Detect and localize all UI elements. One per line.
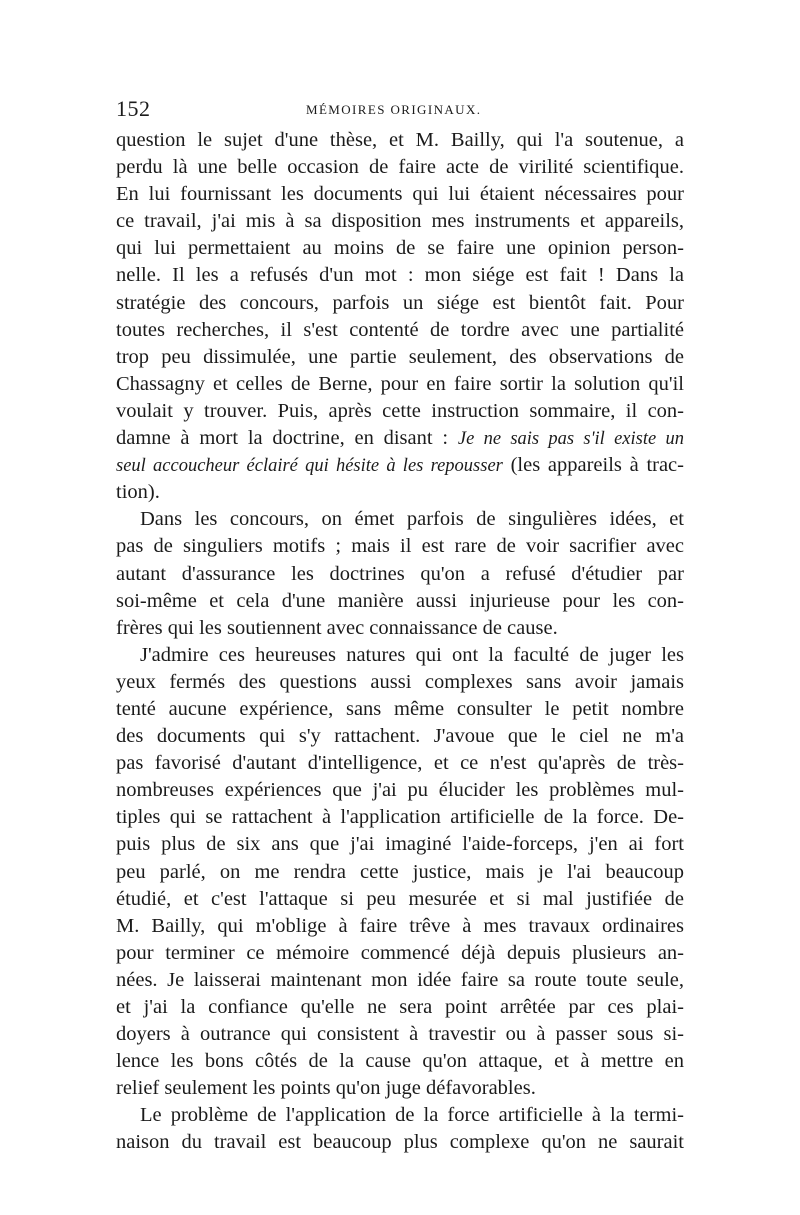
text-line: des documents qui s'y rattachent. J'avoue que le ciel ne m'a <box>116 725 684 748</box>
text-line: tenté aucune expérience, sans même consulter le petit nombre <box>116 697 684 720</box>
text-line: trop peu dissimulée, une partie seulement, des observations de <box>116 345 684 368</box>
text-line: relief seulement les points qu'on juge défavorables. <box>116 1077 536 1100</box>
text-line: perdu là une belle occasion de faire acte de virilité scientifique. <box>116 156 684 179</box>
text-line: pour terminer ce mémoire commencé déjà depuis plusieurs an- <box>116 941 684 964</box>
page-header <box>116 96 686 124</box>
page-number: 152 <box>116 96 151 121</box>
text-line: voulait y trouver. Puis, après cette instruction sommaire, il con- <box>116 399 684 422</box>
running-head: MÉMOIRES ORIGINAUX. <box>306 102 482 117</box>
text-line: tiples qui se rattachent à l'application artificielle de la force. De- <box>116 806 684 829</box>
text-line: pas de singuliers motifs ; mais il est rare de voir sacrifier avec <box>116 535 684 558</box>
text-line: soi-même et cela d'une manière aussi injurieuse pour les con- <box>116 589 684 612</box>
text-line: autant d'assurance les doctrines qu'on a refusé d'étudier par <box>116 562 684 585</box>
text-line: pas favorisé d'autant d'intelligence, et ce n'est qu'après de très- <box>116 752 684 775</box>
text-line: nelle. Il les a refusés d'un mot : mon siége est fait ! Dans la <box>116 264 684 287</box>
text-line: M. Bailly, qui m'oblige à faire trêve à mes travaux ordinaires <box>116 914 684 937</box>
text-line: et j'ai la confiance qu'elle ne sera point arrêtée par ces plai- <box>116 996 684 1018</box>
italic-quote-start: Je ne sais pas s'il existe un <box>457 429 685 450</box>
paragraph-start: Le problème de l'application de la force artificielle à la termi- <box>140 1104 684 1127</box>
text-line: puis plus de six ans que j'ai imaginé l'aide-forceps, j'en ai fort <box>116 833 684 856</box>
text-line: Chassagny et celles de Berne, pour en faire sortir la solution qu'il <box>116 372 684 395</box>
text-line-tail: (les appareils à trac- <box>502 454 684 477</box>
text-line: stratégie des concours, parfois un siége est bientôt fait. Pour <box>116 291 684 314</box>
paragraph-start: Dans les concours, on émet parfois de singulières idées, et <box>140 508 684 531</box>
italic-quote-end: seul accoucheur éclairé qui hésite à les repousser <box>116 456 503 477</box>
text-line-with-italic <box>116 425 684 452</box>
text-line: naison du travail est beaucoup plus complexe qu'on ne saurait <box>116 1131 684 1154</box>
text-line: tion). <box>116 481 160 504</box>
text-line: question le sujet d'une thèse, et M. Bailly, qui l'a soutenue, a <box>116 129 684 151</box>
body-text <box>116 127 684 1157</box>
text-line: qui lui permettaient au moins de se faire une opinion person- <box>116 237 684 260</box>
text-line: peu parlé, on me rendra cette justice, mais je l'ai beaucoup <box>116 860 684 883</box>
text-line: doyers à outrance qui consistent à travestir ou à passer sous si- <box>116 1023 684 1046</box>
text-line: nées. Je laisserai maintenant mon idée faire sa route toute seule, <box>116 968 684 991</box>
text-line: étudié, et c'est l'attaque si peu mesurée et si mal justifiée de <box>116 887 684 910</box>
text-line: nombreuses expériences que j'ai pu élucider les problèmes mul- <box>116 779 684 802</box>
paragraph-start: J'admire ces heureuses natures qui ont la faculté de juger les <box>140 643 684 666</box>
text-line: lence les bons côtés de la cause qu'on attaque, et à mettre en <box>116 1050 684 1073</box>
text-line: En lui fournissant les documents qui lui étaient nécessaires pour <box>116 183 684 206</box>
text-line: ce travail, j'ai mis à sa disposition mes instruments et appareils, <box>116 210 684 233</box>
text-line-with-italic <box>116 452 684 479</box>
text-line-start: damne à mort la doctrine, en disant : <box>116 427 458 450</box>
text-line: frères qui les soutiennent avec connaissance de cause. <box>116 616 558 639</box>
text-line: yeux fermés des questions aussi complexes sans avoir jamais <box>116 670 684 693</box>
text-line: toutes recherches, il s'est contenté de tordre avec une partialité <box>116 318 684 341</box>
